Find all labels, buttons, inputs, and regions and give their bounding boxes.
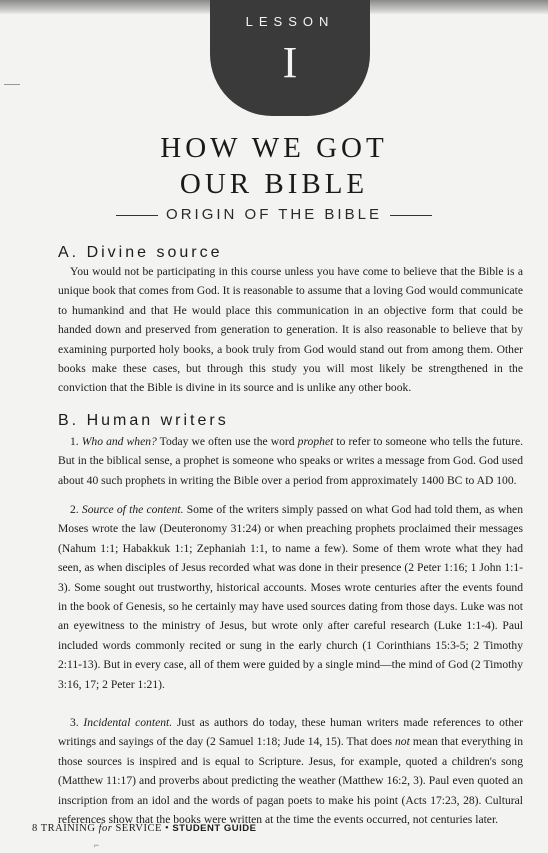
- p1-text-2: to refer to someone who tells the future. But in the biblical sense, a prophet is someone who speaks or writes a message from God. God used about 40 such prophets in writing the Bible over a period from approximately 1400 BC to AD 100.: [58, 435, 523, 487]
- p1-italic: Who and when?: [81, 435, 157, 448]
- pen-mark: ⌐: [94, 840, 100, 850]
- page-number: 8: [32, 823, 38, 834]
- page-footer: [32, 823, 256, 834]
- footer-bullet: •: [165, 823, 170, 834]
- p3-text-1: Just as authors do today, these human writers made references to other writings and sayings of the day (2 Samuel 1:18; Jude 14, 15). That does: [58, 716, 524, 749]
- p3-italic: Incidental content.: [83, 716, 173, 729]
- lesson-tab: [210, 0, 370, 116]
- section-b-heading: B. Human writers: [58, 412, 229, 429]
- section-b-paragraph-2: [58, 500, 523, 694]
- subtitle: [0, 206, 548, 223]
- subtitle-rule-left: [116, 215, 158, 216]
- p1-text-1: Today we often use the word: [156, 435, 298, 448]
- margin-mark: [4, 84, 20, 85]
- subtitle-text: ORIGIN OF THE BIBLE: [166, 206, 382, 223]
- p2-text: Some of the writers simply passed on what God had told them, as when Moses wrote the law (Deuteronomy 31:24) or when preaching prophets proclaimed their messages (Nahum 1:1; Habakkuk 1:1; Zephaniah 1:1, to name a few). Some of them wrote what they had seen, as when disciples of Jesus recorded what was done in their presence (2 Peter 1:16; 1 John 1:1-3). Some sought out trustworthy, historical accounts. Moses wrote centuries after the events found in the book of Genesis, so he certainly may have used sources dating from those days. Luke was not an eyewitness to the ministry of Jesus, but wrote only after careful research (Luke 1:1-4). Paul included words commonly recited or sung in the early church (1 Corinthians 15:3-5; 2 Timothy 2:11-13). But in every case, all of them were guided by a single mind—the mind of God (2 Timothy 3:16, 17; 2 Peter 1:21).: [58, 503, 524, 691]
- section-a-heading: A. Divine source: [58, 244, 223, 261]
- subtitle-rule-right: [390, 215, 432, 216]
- p1-italic-2: prophet: [297, 435, 334, 448]
- section-b-paragraph-3: [58, 713, 523, 829]
- page-title-line-1: HOW WE GOT: [160, 132, 388, 164]
- p3-text-2: mean that everything in those sources is inspired and is equal to Scripture. Jesus, for example, quoted a children's song (Matthew 11:17) and proverbs about predicting the weather (Matthew 16:2, 3). Paul even quoted an inscription from an idol and the words of pagan poets to make his point (Acts 17:23, 28). Cultural references show that the books were written at the time the events occurred, not centuries later.: [58, 735, 523, 827]
- lesson-label: LESSON: [245, 14, 335, 29]
- series-title-for: for: [98, 823, 113, 834]
- p2-lead: 2.: [70, 503, 82, 516]
- section-a-paragraph: You would not be participating in this course unless you have come to believe that the Bible is a unique book that comes from God. It is reasonable to assume that a loving God would communicate to humankind and that He would place this communication in an objective form that could be handed down and preserved from generation to generation. It is also reasonable to believe that by examining purported holy books, a book truly from God would stand out from among them. Other books make these cases, but through this study you will most likely be strengthened in the conviction that the Bible is divine in its source and is unlike any other book.: [58, 265, 523, 395]
- page-title-line-2: OUR BIBLE: [179, 168, 369, 200]
- p2-italic: Source of the content.: [81, 503, 184, 516]
- p1-lead: 1.: [70, 435, 82, 448]
- series-title-b: SERVICE: [115, 823, 162, 834]
- p3-italic-2: not: [395, 735, 410, 749]
- guide-label: STUDENT GUIDE: [172, 823, 257, 834]
- section-b-paragraph-1: [58, 432, 523, 490]
- p3-lead: 3.: [70, 716, 84, 729]
- series-title-a: TRAINING: [40, 823, 96, 834]
- lesson-number: I: [282, 38, 298, 87]
